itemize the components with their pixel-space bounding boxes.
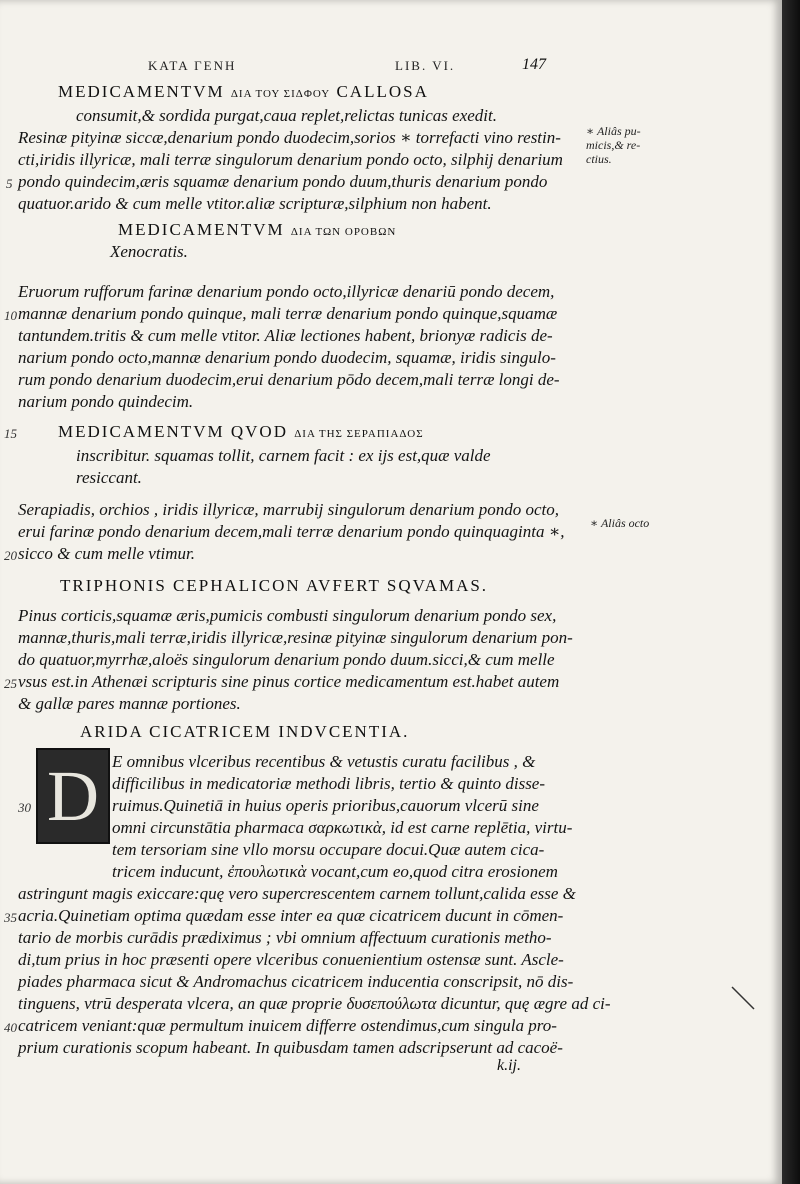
text-line: tricem inducunt, ἐπουλωτικὰ vocant,cum eo,quod citra erosionem	[112, 862, 558, 881]
text-line: erui farinæ pondo denarium decem,mali terræ denarium pondo quinquaginta ∗,	[18, 522, 565, 541]
line-number: 15	[4, 426, 17, 441]
text-line: rum pondo denarium duodecim,erui denarium pōdo decem,mali terræ longi de-	[18, 370, 560, 389]
section-heading: MEDICAMENTVM QVOD ΔΙΑ ΤΗΣ ΣΕΡΑΠΙΑΔΟΣ	[58, 422, 424, 441]
section-heading: MEDICAMENTVM ΔΙΑ ΤΩΝ ΟΡΟΒΩΝ	[118, 220, 397, 239]
text-line: Eruorum rufforum farinæ denarium pondo octo,illyricæ denariū pondo decem,	[18, 282, 555, 301]
line-number: 10	[4, 308, 17, 323]
text-line: vsus est.in Athenæi scripturis sine pinus cortice medicamentum est.habet autem	[18, 672, 560, 691]
text-line: mannæ denarium pondo quinque, mali terræ denarium pondo quinque,squamæ	[18, 304, 558, 323]
line-number: 30	[18, 800, 31, 815]
text-line: difficilibus in medicatoriæ methodi libris, tertio & quinto disse-	[112, 774, 546, 793]
text-line: cti,iridis illyricæ, mali terræ singulorum denarium pondo octo, silphij denarium	[18, 150, 563, 169]
text-line: consumit,& sordida purgat,caua replet,relictas tunicas exedit.	[76, 106, 498, 125]
margin-note: ∗ Aliâs pu- micis,& re- ctius.	[586, 124, 641, 166]
section-heading: TRIPHONIS CEPHALICON AVFERT SQVAMAS.	[60, 576, 489, 595]
text-line: omni circunstātia pharmaca σαρκωτικὰ, id est carne replētia, virtu-	[112, 818, 573, 837]
text-line: quatuor.arido & cum melle vtitor.aliæ scripturæ,silphium non habent.	[18, 194, 492, 213]
page-number: 147	[522, 56, 546, 73]
text-line: astringunt magis exiccare:quę vero supercrescentem carnem tollunt,calida esse &	[18, 884, 576, 903]
text-line: tantundem.tritis & cum melle vtitor. Aliæ lectiones habent, brionyæ radicis de-	[18, 326, 553, 345]
text-line: Pinus corticis,squamæ æris,pumicis combusti singulorum denarium pondo sex,	[18, 606, 557, 625]
section-subheading: Xenocratis.	[110, 242, 188, 261]
line-number: 35	[4, 910, 17, 925]
text-line: di,tum prius in hoc præsenti opere vlceribus conuenientium ostensæ sunt. Ascle-	[18, 950, 564, 969]
text-line: acria.Quinetiam optima quædam esse inter ea quæ cicatricem ducunt in cōmen-	[18, 906, 564, 925]
line-number: 20	[4, 548, 17, 563]
text-line: Serapiadis, orchios , iridis illyricæ, marrubij singulorum denarium pondo octo,	[18, 500, 560, 519]
text-line: prium curationis scopum habeant. In quibusdam tamen adscripserunt ad cacoë-	[18, 1038, 563, 1057]
section-heading: MEDICAMENTVM ΔΙΑ ΤΟΥ ΣΙΔΦΟΥ CALLOSA	[58, 82, 429, 101]
text-line: tinguens, vtrū desperata vlcera, an quæ proprie δυσεπούλωτα dicuntur, quę ægre ad ci-	[18, 994, 611, 1013]
running-head-center: LIB. VI.	[395, 58, 456, 73]
text-line: narium pondo octo,mannæ denarium pondo duodecim, squamæ, iridis singulo-	[18, 348, 556, 367]
line-number: 25	[4, 676, 17, 691]
text-line: tem tersoriam sine vllo morsu occupare docui.Quæ autem cica-	[112, 840, 545, 859]
text-line: resiccant.	[76, 468, 142, 487]
section-heading: ARIDA CICATRICEM INDVCENTIA.	[80, 722, 410, 741]
text-line: E omnibus vlceribus recentibus & vetustis curatu facilibus , &	[112, 752, 536, 771]
margin-note: ∗ Aliâs octo	[590, 516, 650, 530]
ink-mark	[730, 985, 756, 1011]
text-line: & gallæ pares mannæ portiones.	[18, 694, 241, 713]
text-line: catricem veniant:quæ permultum inuicem differre ostendimus,cum singula pro-	[18, 1016, 557, 1035]
text-line: pondo quindecim,æris squamæ denarium pondo duum,thuris denarium pondo	[18, 172, 548, 191]
page-edge	[782, 0, 800, 1184]
text-line: narium pondo quindecim.	[18, 392, 194, 411]
text-line: do quatuor,myrrhæ,aloës singulorum denarium pondo duum.sicci,& cum melle	[18, 650, 555, 669]
decorated-initial: D	[36, 748, 110, 844]
text-line: mannæ,thuris,mali terræ,iridis illyricæ,resinæ pityinæ singulorum denarium pon-	[18, 628, 573, 647]
text-line: inscribitur. squamas tollit, carnem facit : ex ijs est,quæ valde	[76, 446, 491, 465]
text-line: tario de morbis curādis prædiximus ; vbi omnium affectuum curationis metho-	[18, 928, 552, 947]
text-line: piades pharmaca sicut & Andromachus cicatricem inducentia conscripsit, nō dis-	[18, 972, 574, 991]
line-number: 40	[4, 1020, 17, 1035]
text-line: sicco & cum melle vtimur.	[18, 544, 196, 563]
running-head-left: ΚΑΤΑ ΓΕΝΗ	[148, 58, 237, 73]
text-line: ruimus.Quinetiā in huius operis prioribus,cauorum vlcerū sine	[112, 796, 539, 815]
line-number: 5	[6, 176, 13, 191]
signature-mark: k.ij.	[497, 1057, 521, 1074]
text-line: Resinæ pityinæ siccæ,denarium pondo duodecim,sorios ∗ torrefacti vino restin-	[18, 128, 561, 147]
